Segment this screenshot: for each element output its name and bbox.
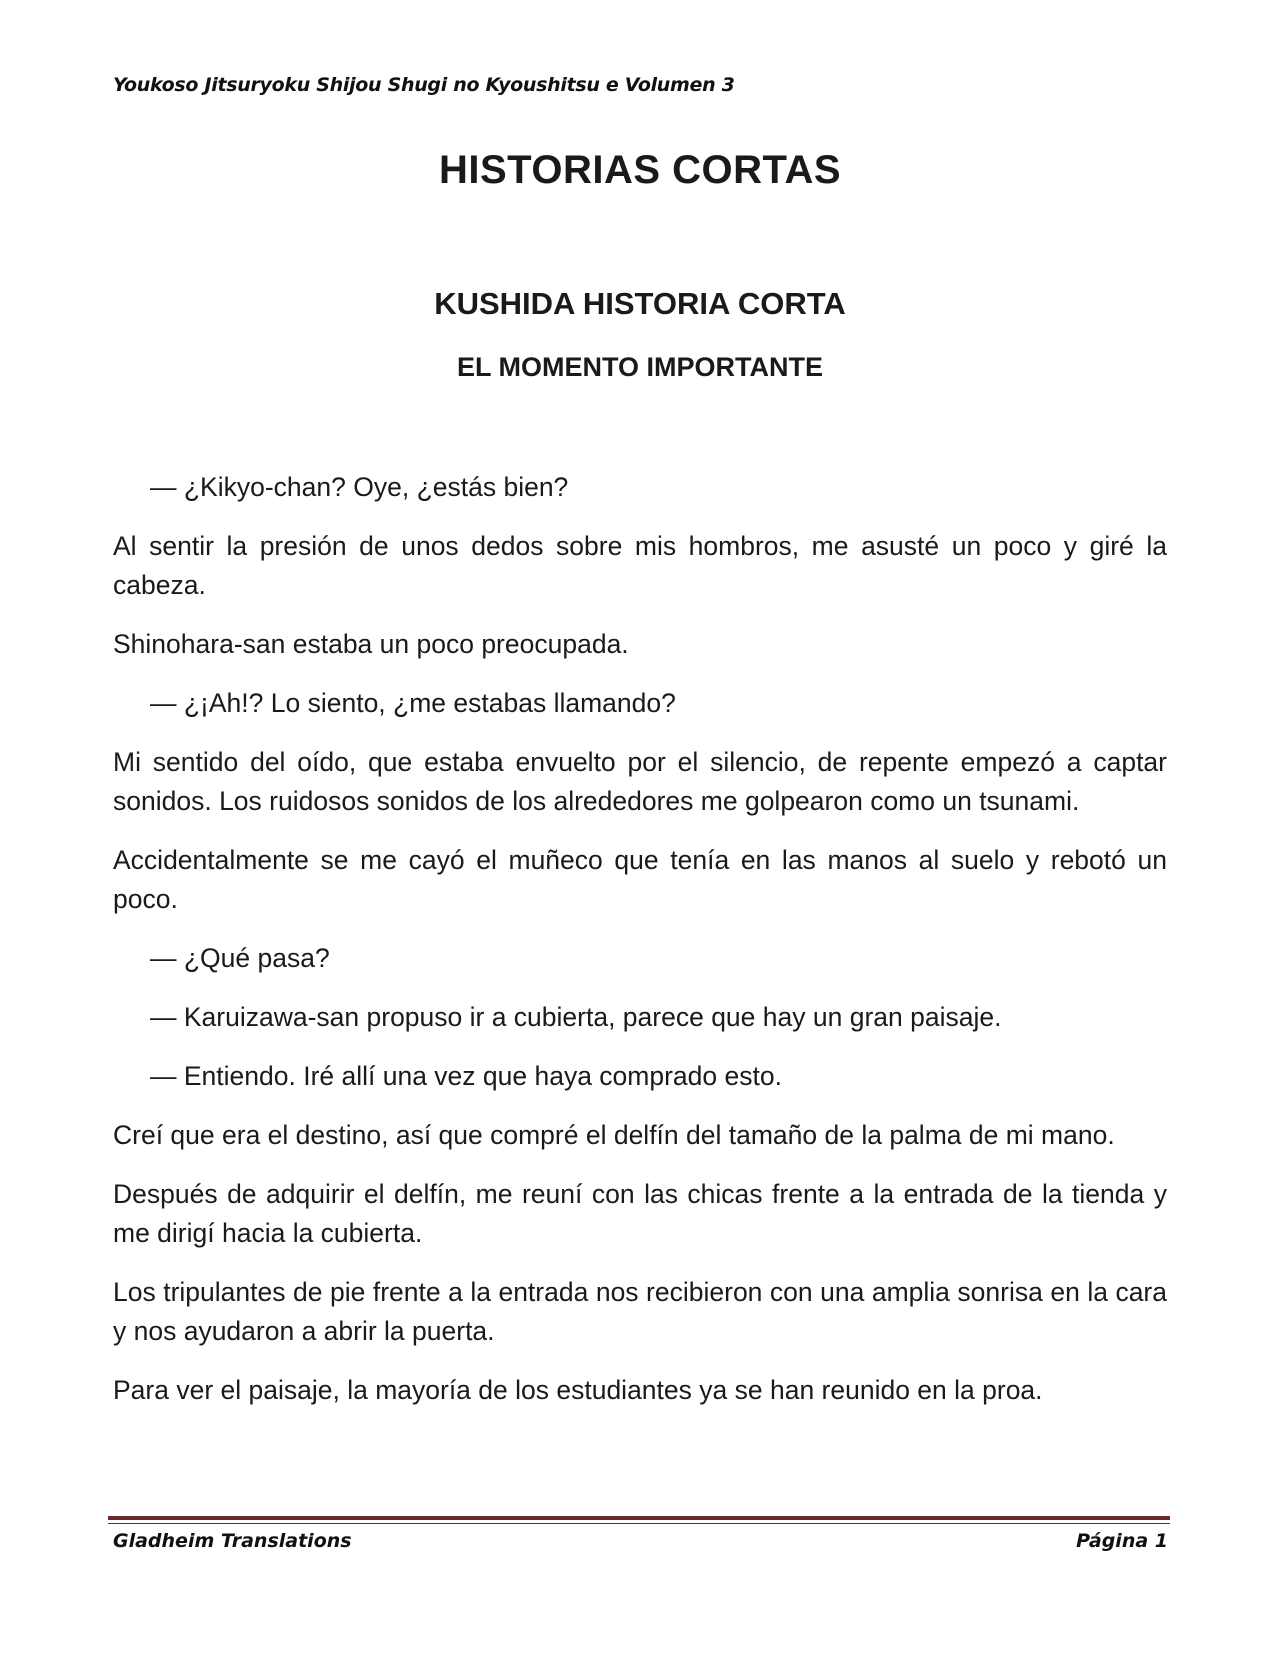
page-title: HISTORIAS CORTAS	[438, 148, 842, 192]
paragraph: Al sentir la presión de unos dedos sobre mis hombros, me asusté un poco y giré la cabeza.	[113, 531, 1167, 600]
paragraph-dialog: — ¿¡Ah!? Lo siento, ¿me estabas llamando?	[150, 688, 676, 718]
paragraph-dialog: — Karuizawa-san propuso ir a cubierta, parece que hay un gran paisaje.	[150, 1002, 1002, 1032]
paragraph: Creí que era el destino, así que compré el delfín del tamaño de la palma de mi mano.	[113, 1120, 1115, 1150]
running-header: Youkoso Jitsuryoku Shijou Shugi no Kyoushitsu e Volumen 3	[113, 74, 735, 96]
paragraph: Después de adquirir el delfín, me reuní con las chicas frente a la entrada de la tienda y me dirigí hacia la cubierta.	[113, 1179, 1167, 1248]
paragraph: Shinohara-san estaba un poco preocupada.	[113, 629, 629, 659]
paragraph: Mi sentido del oído, que estaba envuelto por el silencio, de repente empezó a captar sonidos. Los ruidosos sonidos de los alrededores me golpearon como un tsunami.	[113, 747, 1167, 816]
footer-divider-thin	[108, 1523, 1170, 1524]
footer-credit: Gladheim Translations	[113, 1530, 352, 1552]
paragraph: Accidentalmente se me cayó el muñeco que tenía en las manos al suelo y rebotó un poco.	[113, 845, 1167, 914]
footer-divider	[108, 1516, 1170, 1520]
paragraph: Los tripulantes de pie frente a la entrada nos recibieron con una amplia sonrisa en la cara y nos ayudaron a abrir la puerta.	[113, 1277, 1167, 1346]
paragraph: Para ver el paisaje, la mayoría de los estudiantes ya se han reunido en la proa.	[113, 1375, 1043, 1405]
page-number: Página 1	[1076, 1530, 1168, 1552]
paragraph-dialog: — ¿Kikyo-chan? Oye, ¿estás bien?	[150, 472, 569, 502]
body-text	[113, 468, 1167, 1430]
paragraph-dialog: — ¿Qué pasa?	[150, 943, 330, 973]
section-title: EL MOMENTO IMPORTANTE	[456, 352, 823, 382]
paragraph-dialog: — Entiendo. Iré allí una vez que haya comprado esto.	[150, 1061, 782, 1091]
story-title: KUSHIDA HISTORIA CORTA	[434, 286, 846, 321]
